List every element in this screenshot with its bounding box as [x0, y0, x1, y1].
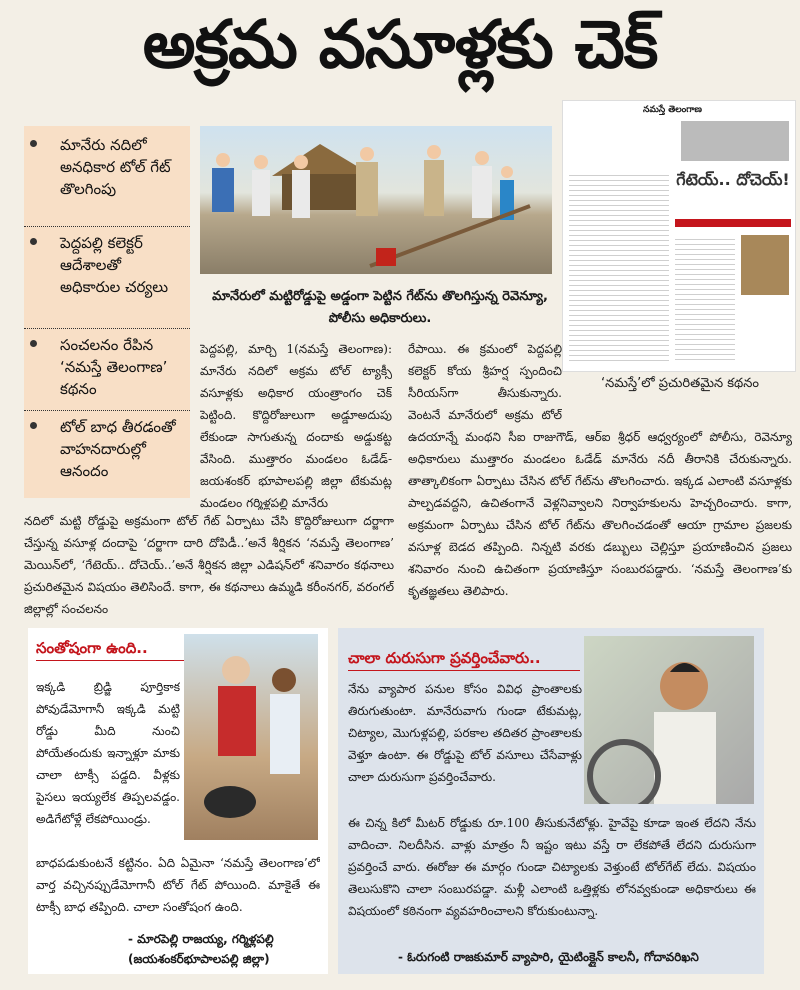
quote-signature: - మారపెల్లి రాజయ్య, గర్మిళ్లపల్లి [128, 932, 274, 946]
clipping-masthead: నమస్తే తెలంగాణ [643, 105, 702, 115]
clipping-photo [741, 235, 789, 295]
highlight-text: సంచలనం రేపిన ‘నమస్తే తెలంగాణ’ కథనం [60, 336, 168, 398]
quote-signature: - ఓరుగంటి రాజకుమార్ వ్యాపారి, యైటింక్లైన్ కాలనీ, గోదావరిఖని [398, 950, 699, 964]
bullet-icon [30, 238, 37, 245]
photo-scene [200, 126, 552, 274]
article-continued-right: ఉదయాన్నే మంథని సీఐ రాజుగౌడ్, ఆర్ఐ శ్రీధర్ ఆధ్వర్యంలో పోలీసు, రెవెన్యూ అధికారులు ముత్తారం మండలం ఓడేడ్ మానేరు నదీ తీరానికి చేరుకున్నారు. తాత్కాలికంగా ఏర్పాటు చేసిన టోల్ గేట్‌ను తొలగించారు. ఇక్కడ ఎలాంటి వసూళ్లకు పాల్పడవద్దని, ఉచితంగానే వెళ్లనివ్వాలని నిర్వాహకులను హెచ్చరించారు. కాగా, అక్రమంగా ఏర్పాటు చేసిన టోల్ గేట్‌ను తొలగించడంతో ఆయా గ్రామాల ప్రజలకు వసూళ్ల బెడద తప్పింది. నిన్నటి వరకు డబ్బులు చెల్లిస్తూ ప్రయాణించిన ప్రజలు శనివారం నుంచి ఉచితంగా ప్రయాణిస్తూ సంబురపడ్డారు. ‘నమస్తే తెలంగాణ’కు కృతజ్ఞతలు తెలిపారు. [408, 430, 792, 598]
highlight-text: పెద్దపల్లి కలెక్టర్ ఆదేశాలతో అధికారుల చర్యలు [60, 234, 169, 296]
highlights-box [24, 126, 190, 498]
quote-signature-place: (జయశంకర్‌భూపాలపల్లి జిల్లా) [128, 952, 270, 966]
quote-text: నేను వ్యాపార పనుల కోసం వివిధ ప్రాంతాలకు తిరుగుతుంటా. మానేరువాగు గుండా టేకుమట్ల, చిట్యాల, మొగుళ్లపల్లి, పరకాల తదితర ప్రాంతాలకు వెళ్తూ ఉంటా. ఈ రోడ్డుపై టోల్ వసూలు చేసేవాళ్లు చాలా దురుసుగా ప్రవర్తించేవారు. [348, 682, 582, 784]
quote-title: సంతోషంగా ఉంది.. [36, 636, 186, 661]
bullet-icon [30, 340, 37, 347]
highlight-item [24, 416, 190, 496]
clipping-caption: ‘నమస్తే’లో ప్రచురితమైన కథనం [601, 376, 759, 391]
clipping-red-bar [675, 219, 791, 227]
quote-title: చాలా దురుసుగా ప్రవర్తించేవారు.. [348, 646, 580, 671]
highlight-item [24, 232, 190, 329]
quote-box-rajaiah [28, 628, 328, 974]
farmer-figures [184, 634, 318, 840]
highlight-item [24, 334, 190, 411]
article-continued-left: నదిలో మట్టి రోడ్డుపై అక్రమంగా టోల్ గేట్ ఏర్పాటు చేసి కొద్దిరోజులుగా దర్జాగా చేస్తున్న వసూళ్ల దందాపై ‘దర్జాగా దారి దోపిడీ..’అనే శీర్షికన ‘నమస్తే తెలంగాణ’ మెయిన్‌లో, ‘గేటెయ్.. దోచెయ్..’అనే శీర్షికన జిల్లా ఎడిషన్‌లో శనివారం కథనాలు ప్రచురితమైన విషయం తెలిసిందే. కాగా, ఈ కథనాలు ఉమ్మడి కరీంనగర్, వరంగల్ జిల్లాల్లో సంచలనం [24, 514, 394, 616]
highlight-text: మానేరు నదిలో అనధికార టోల్ గేట్ తొలగింపు [60, 136, 171, 198]
quote-text: ఈ చిన్న కిలో మీటర్ రోడ్డుకు రూ.100 తీసుకునేటోళ్లు. హైవేపై కూడా ఇంత లేదని నేను వాదించా. నిలదీసిన. వాళ్లు మాత్రం నీ ఇష్టం ఇటు వస్తే రా లేకపోతే లేదని దురుసుగా ప్రవర్తించే వారు. ఈరోజు ఈ మార్గం గుండా చిట్యాలకు వెళ్తుంటే టోల్‌గేట్ లేదు. విషయం తెలుసుకొని చాలా సంబురపడ్డా. మళ్లీ ఎలాంటి ఒత్తిళ్లకు లోనవ్వకుండా అధికారులు ఈ విషయంలో కఠినంగా వ్యవహరించాలని కోరుకుంటున్నా. [348, 816, 756, 918]
clipping-text-lines [569, 171, 669, 361]
article-col2: రేపాయి. ఈ క్రమంలో పెద్దపల్లి కలెక్టర్ కోయ శ్రీహర్ష స్పందించి సీరియస్‌గా తీసుకున్నారు. వెంటనే మానేరులో అక్రమ టోల్ [408, 342, 562, 422]
farmer-photo [184, 634, 318, 840]
bullet-icon [30, 140, 37, 147]
bullet-icon [30, 422, 37, 429]
highlight-text: టోల్ బాధ తీరడంతో వాహనదారుల్లో ఆనందం [60, 418, 176, 480]
quote-box-rajkumar [338, 628, 764, 974]
businessman-figure [584, 636, 754, 804]
article-col1: పెద్దపల్లి, మార్చి 1(నమస్తే తెలంగాణ): మానేరు నదిలో అక్రమ టోల్ ట్యాక్సీ వసూళ్లకు అధికార యంత్రాంగం చెక్ పెట్టింది. కొద్దిరోజులుగా అడ్డూఅదుపు లేకుండా సాగుతున్న దందాకు అడ్డుకట్ట వేసింది. ముత్తారం మండలం ఓడేడ్‌- జయశంకర్ భూపాలపల్లి జిల్లా టేకుమట్ల మండలం గర్మిళ్లపల్లి మానేరు [200, 342, 392, 510]
businessman-photo [584, 636, 754, 804]
photo-caption: మానేరులో మట్టిరోడ్డుపై అడ్డంగా పెట్టిన గేట్‌ను తొలగిస్తున్న రెవెన్యూ, పోలీసు అధికారులు. [212, 289, 548, 326]
gate-removal-photo [200, 126, 552, 274]
quote-text: ఇక్కడి బ్రిడ్జి పూర్తికాక పోవుడేమోగానీ ఇక్కడి మట్టి రోడ్డు మీది నుంచి పోయేతందుకు ఇన్నాళ్లూ మాకు చాలా టాక్సీ పడ్డది. వీళ్లకు పైసలు ఇయ్యలేక తిప్పలవడ్డం. అడిగేటోళ్లే లేకపోయిండ్రు. [36, 680, 180, 826]
clipping-photo [681, 121, 789, 161]
clipping-title: గేటెయ్.. దోచెయ్! [676, 170, 790, 189]
headline: అక్రమ వసూళ్లకు చెక్ [142, 6, 658, 83]
previous-article-clipping [562, 100, 796, 372]
quote-text: బాధపడుకుంటనే కట్టినం. ఏది ఏమైనా ‘నమస్తే తెలంగాణ’లో వార్త వచ్చినప్పుడేమోగానీ టోల్ గేట్ పోయింది. మాకైతే ఈ టాక్సీ బాధ తప్పింది. చాలా సంతోషంగ ఉంది. [36, 856, 320, 914]
clipping-text-lines [675, 235, 735, 361]
highlight-item [24, 134, 190, 227]
